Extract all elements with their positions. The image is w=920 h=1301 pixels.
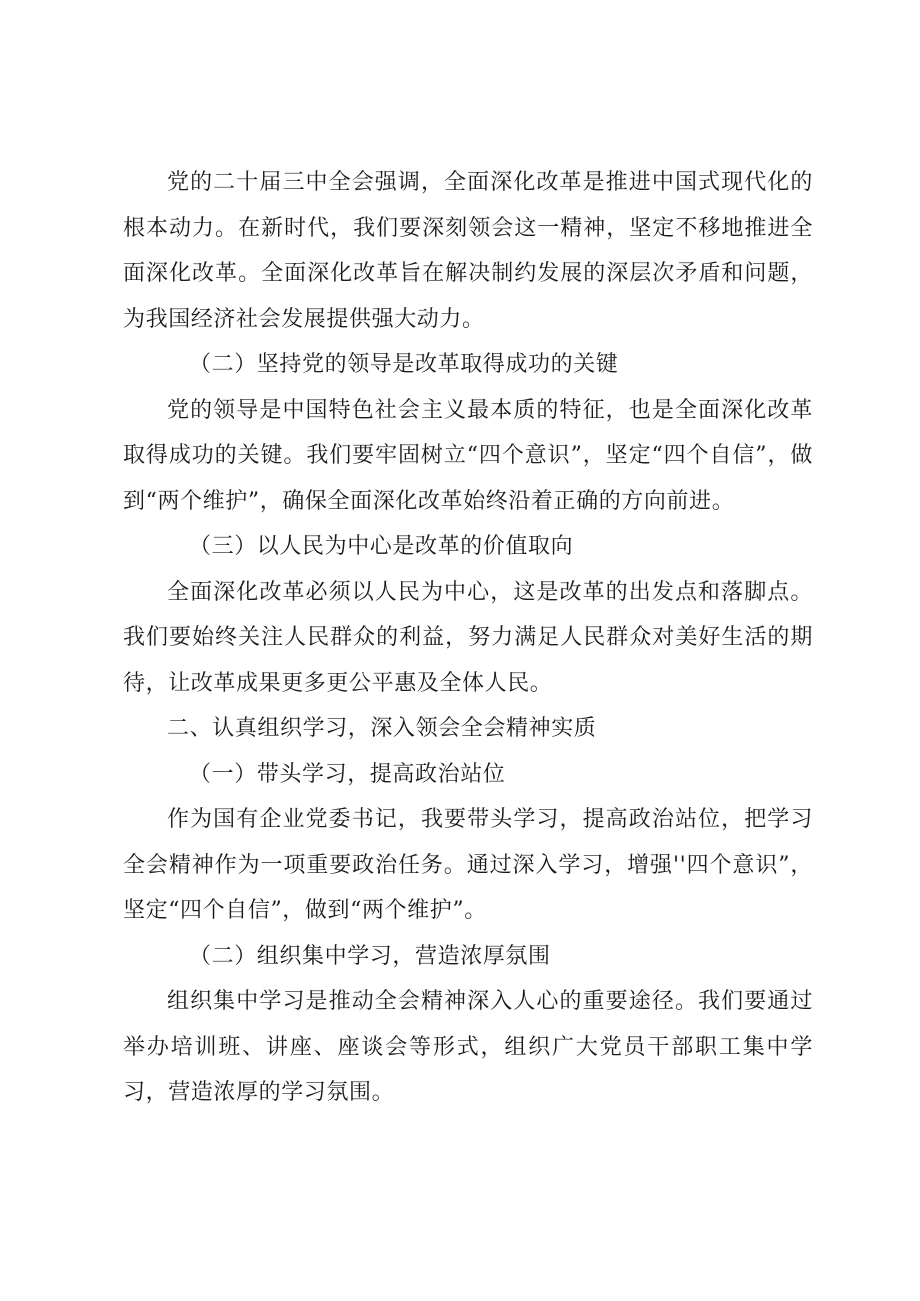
section-heading-study: 二、认真组织学习，深入领会全会精神实质	[167, 716, 597, 741]
paragraph-people-centered: 全面深化改革必须以人民为中心，这是改革的出发点和落脚点。我们要始终关注人民群众的利益，努力满足人民群众对美好生活的期待，让改革成果更多更公平惠及全体人民。	[123, 579, 813, 696]
heading-group-study: （二）组织集中学习，营造浓厚氛围	[189, 943, 551, 969]
paragraph-group-study: 组织集中学习是推动全会精神深入人心的重要途径。我们要通过举办培训班、讲座、座谈会等形式，组织广大党员干部职工集中学习，营造浓厚的学习氛围。	[123, 989, 813, 1105]
paragraph-party-leadership: 党的领导是中国特色社会主义最本质的特征，也是全面深化改革取得成功的关键。我们要牢固树立“四个意识”，坚定“四个自信”，做到“两个维护”，确保全面深化改革始终沿着正确的方向前进。	[123, 397, 813, 514]
heading-lead-study: （一）带头学习，提高政治站位	[189, 761, 506, 787]
paragraph-lead-study: 作为国有企业党委书记，我要带头学习，提高政治站位，把学习全会精神作为一项重要政治任务。通过深入学习，增强''四个意识”，坚定“四个自信”，做到“两个维护”。	[123, 807, 813, 923]
paragraph-intro: 党的二十届三中全会强调，全面深化改革是推进中国式现代化的根本动力。在新时代，我们要深刻领会这一精神，坚定不移地推进全面深化改革。全面深化改革旨在解决制约发展的深层次矛盾和问题，为我国经济社会发展提供强大动力。	[123, 170, 813, 332]
heading-party-leadership: （二）坚持党的领导是改革取得成功的关键	[189, 352, 619, 377]
heading-people-centered: （三）以人民为中心是改革的价值取向	[189, 534, 574, 559]
document-body	[123, 160, 813, 1116]
